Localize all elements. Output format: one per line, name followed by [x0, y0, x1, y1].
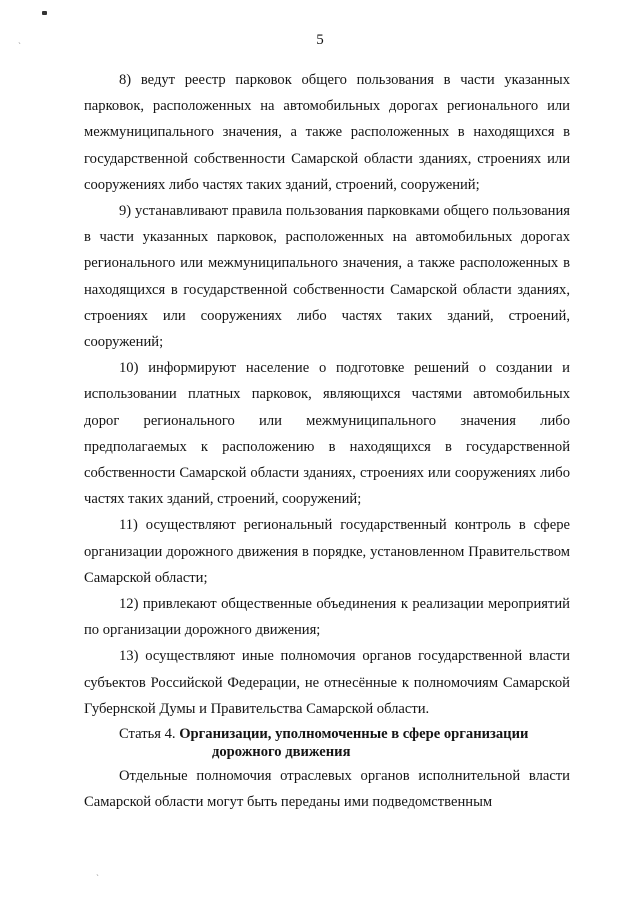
page-number: 5 [316, 32, 324, 48]
scan-speck: ˎ [18, 34, 21, 44]
document-body [84, 67, 570, 815]
paragraph-item-9: 9) устанавливают правила пользования парковками общего пользования в части указанных парковок, расположенных на автомобильных дорогах регионального или межмуниципального значения, а также расположенных в находящихся в государственной собственности Самарской области зданиях, строениях или сооружениях либо частях таких зданий, строений, сооружений; [84, 203, 570, 351]
article-number: Статья 4. [119, 726, 176, 743]
paragraph-item-8: 8) ведут реестр парковок общего пользования в части указанных парковок, расположенных на автомобильных дорогах регионального или межмуниципального значения, а также расположенных в находящихся в государственной собственности Самарской области зданиях, строениях или сооружениях либо частях таких зданий, строений, сооружений; [84, 72, 570, 193]
paragraph-item-13: 13) осуществляют иные полномочия органов государственной власти субъектов Российской Федерации, не отнесённые к полномочиям Самарской Губернской Думы и Правительства Самарской области. [84, 648, 570, 717]
paragraph-item-12: 12) привлекают общественные объединения к реализации мероприятий по организации дорожного движения; [84, 596, 570, 639]
paragraph-item-11: 11) осуществляют региональный государственный контроль в сфере организации дорожного движения в порядке, установленном Правительством Самарской области; [84, 517, 570, 586]
article-paragraph: Отдельные полномочия отраслевых органов исполнительной власти Самарской области могут быть переданы ими подведомственным [84, 768, 570, 811]
article-title-line1: Организации, уполномоченные в сфере организации [179, 726, 529, 743]
article-title-line2: дорожного движения [212, 744, 351, 761]
article-heading [84, 725, 570, 761]
scan-mark [42, 11, 47, 15]
paragraph-item-10: 10) информируют население о подготовке решений о создании и использовании платных парковок, являющихся частями автомобильных дорог регионального или межмуниципального значения либо предполагаемых к расположению в находящихся в государственной собственности Самарской области зданиях, строениях или сооружениях либо частях таких зданий, строений, сооружений; [84, 360, 570, 508]
scan-speck: ˏ [96, 866, 99, 876]
